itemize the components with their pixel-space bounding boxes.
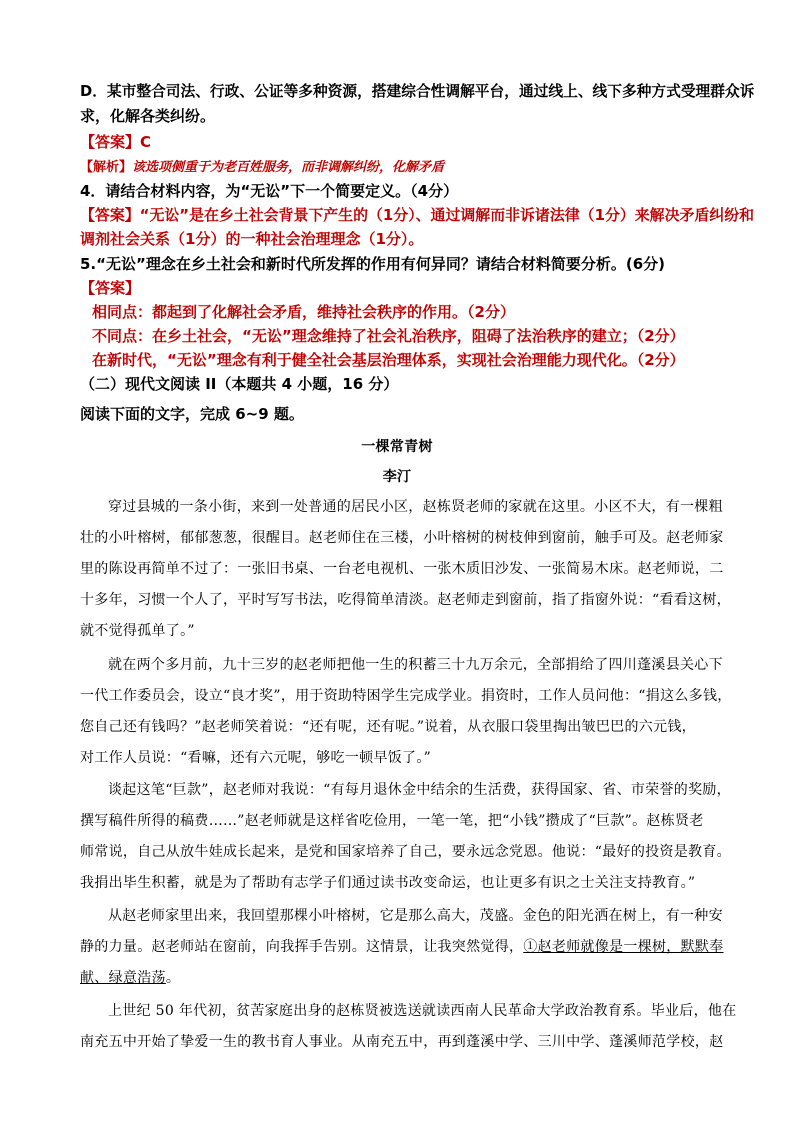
- option-d-line1: D．某市整合司法、行政、公证等多种资源，搭建综合性调解平台，通过线上、线下多种方式受理群众诉: [80, 82, 755, 100]
- essay-p1-line: 里的陈设再简单不过了：一张旧书桌、一台老电视机、一张木质旧沙发、一张简易木床。赵老师说，二: [80, 561, 724, 577]
- essay-p4-line: [80, 936, 724, 956]
- essay-p1-line: 壮的小叶榕树，郁郁葱葱，很醒目。赵老师住在三楼，小叶榕树的树枝伸到窗前，触手可及。赵老师家: [80, 530, 724, 546]
- essay-p5-line: 上世纪 50 年代初，贫苦家庭出身的赵栋贤被选送就读西南人民革命大学政治教育系。毕业后，他在: [108, 1003, 737, 1019]
- essay-p1-line: 就不觉得孤单了。”: [80, 623, 195, 639]
- essay-title: 一棵常青树: [361, 439, 433, 455]
- essay-p3-line: 师常说，自己从放牛娃成长起来，是党和国家培养了自己，要永远念党恩。他说：“最好的投资是教育。: [80, 844, 731, 860]
- answer-tag: 【答案】: [80, 133, 141, 151]
- essay-p2-line: 您自己还有钱吗？”赵老师笑着说：“还有呢，还有呢。”说着，从衣服口袋里掏出皱巴巴的六元钱，: [80, 719, 696, 735]
- q5-same-point: 相同点：都起到了化解社会矛盾，维持社会秩序的作用。（2分）: [92, 303, 515, 321]
- essay-p4-line: 从赵老师家里出来，我回望那棵小叶榕树，它是那么高大，茂盛。金色的阳光洒在树上，有一种安: [108, 908, 723, 924]
- underlined-sentence-1: ①赵老师就像是一棵树，默默奉: [523, 939, 724, 955]
- essay-author: 李汀: [382, 469, 412, 485]
- analysis-text: 该选项侧重于为老百姓服务，而非调解纠纷，化解矛盾: [132, 160, 445, 175]
- section-title: （二）现代文阅读 II（本题共 4 小题，16 分）: [80, 375, 399, 393]
- essay-p2-line: 一代工作委员会，设立“良才奖”，用于资助特困学生完成学业。捐资时，工作人员问他：“捐这么多钱，: [80, 688, 732, 704]
- essay-p5-line: 南充五中开始了挚爱一生的教书育人事业。从南充五中，再到蓬溪中学、三川中学、蓬溪师范学校，赵: [80, 1034, 724, 1050]
- essay-p1-line: 十多年，习惯一个人了，平时写写书法，吃得简单清淡。赵老师走到窗前，指了指窗外说：“看看这树，: [80, 592, 731, 608]
- essay-p1-line: 穿过县城的一条小街，来到一处普通的居民小区，赵栋贤老师的家就在这里。小区不大，有一棵粗: [108, 499, 723, 515]
- analysis-tag: 【解析】: [80, 160, 133, 175]
- essay-p2-line: 就在两个多月前，九十三岁的赵老师把他一生的积蓄三十九万余元，全部捐给了四川蓬溪县关心下: [108, 657, 723, 673]
- answer-value: C: [140, 133, 152, 151]
- answer-tag: 【答案】: [80, 206, 140, 224]
- essay-p3-line: 我捐出毕生积蓄，就是为了帮助有志学子们通过读书改变命运，也让更多有识之士关注支持教育。”: [80, 875, 696, 891]
- essay-p3-line: 谈起这笔“巨款”，赵老师对我说：“有每月退休金中结余的生活费，获得国家、省、市荣誉的奖励，: [108, 782, 731, 798]
- reading-instruction: 阅读下面的文字，完成 6~9 题。: [80, 405, 304, 423]
- q5-question: 5.“无讼”理念在乡土社会和新时代所发挥的作用有何异同？请结合材料简要分析。(6分): [80, 255, 666, 273]
- essay-p4-end: 。: [165, 970, 181, 986]
- q4-question: 4．请结合材料内容，为“无讼”下一个简要定义。（4分）: [80, 182, 459, 200]
- option-d-line2: 求，化解各类纠纷。: [80, 107, 216, 125]
- essay-p4-text: 静的力量。赵老师站在窗前，向我挥手告别。这情景，让我突然觉得，: [80, 939, 524, 955]
- underlined-sentence-1-cont: 献、绿意浩荡: [80, 970, 166, 986]
- essay-p2-line: 对工作人员说：“看嘛，还有六元呢，够吃一顿早饭了。”: [80, 750, 432, 766]
- q3-answer: [80, 131, 151, 152]
- essay-p3-line: 撰写稿件所得的稿费……”赵老师就是这样省吃俭用，一笔一笔，把“小钱”攒成了“巨款”。赵栋贤老: [80, 813, 704, 829]
- q5-diff-point-2: 在新时代，“无讼”理念有利于健全社会基层治理体系，实现社会治理能力现代化。（2分）: [92, 351, 685, 369]
- q5-diff-point-1: 不同点：在乡土社会，“无讼”理念维持了社会礼治秩序，阻碍了法治秩序的建立；（2分）: [92, 327, 685, 345]
- q4-answer-line1: [80, 204, 754, 225]
- q4-answer-text: “无讼”是在乡土社会背景下产生的（1分）、通过调解而非诉诸法律（1分）来解决矛盾纠纷和: [139, 206, 755, 224]
- q5-answer-tag: 【答案】: [80, 279, 141, 297]
- essay-p4-line: [80, 967, 180, 987]
- q4-answer-line2: 调剂社会关系（1分）的一种社会治理理念（1分）。: [80, 230, 424, 248]
- q3-analysis: [80, 156, 444, 175]
